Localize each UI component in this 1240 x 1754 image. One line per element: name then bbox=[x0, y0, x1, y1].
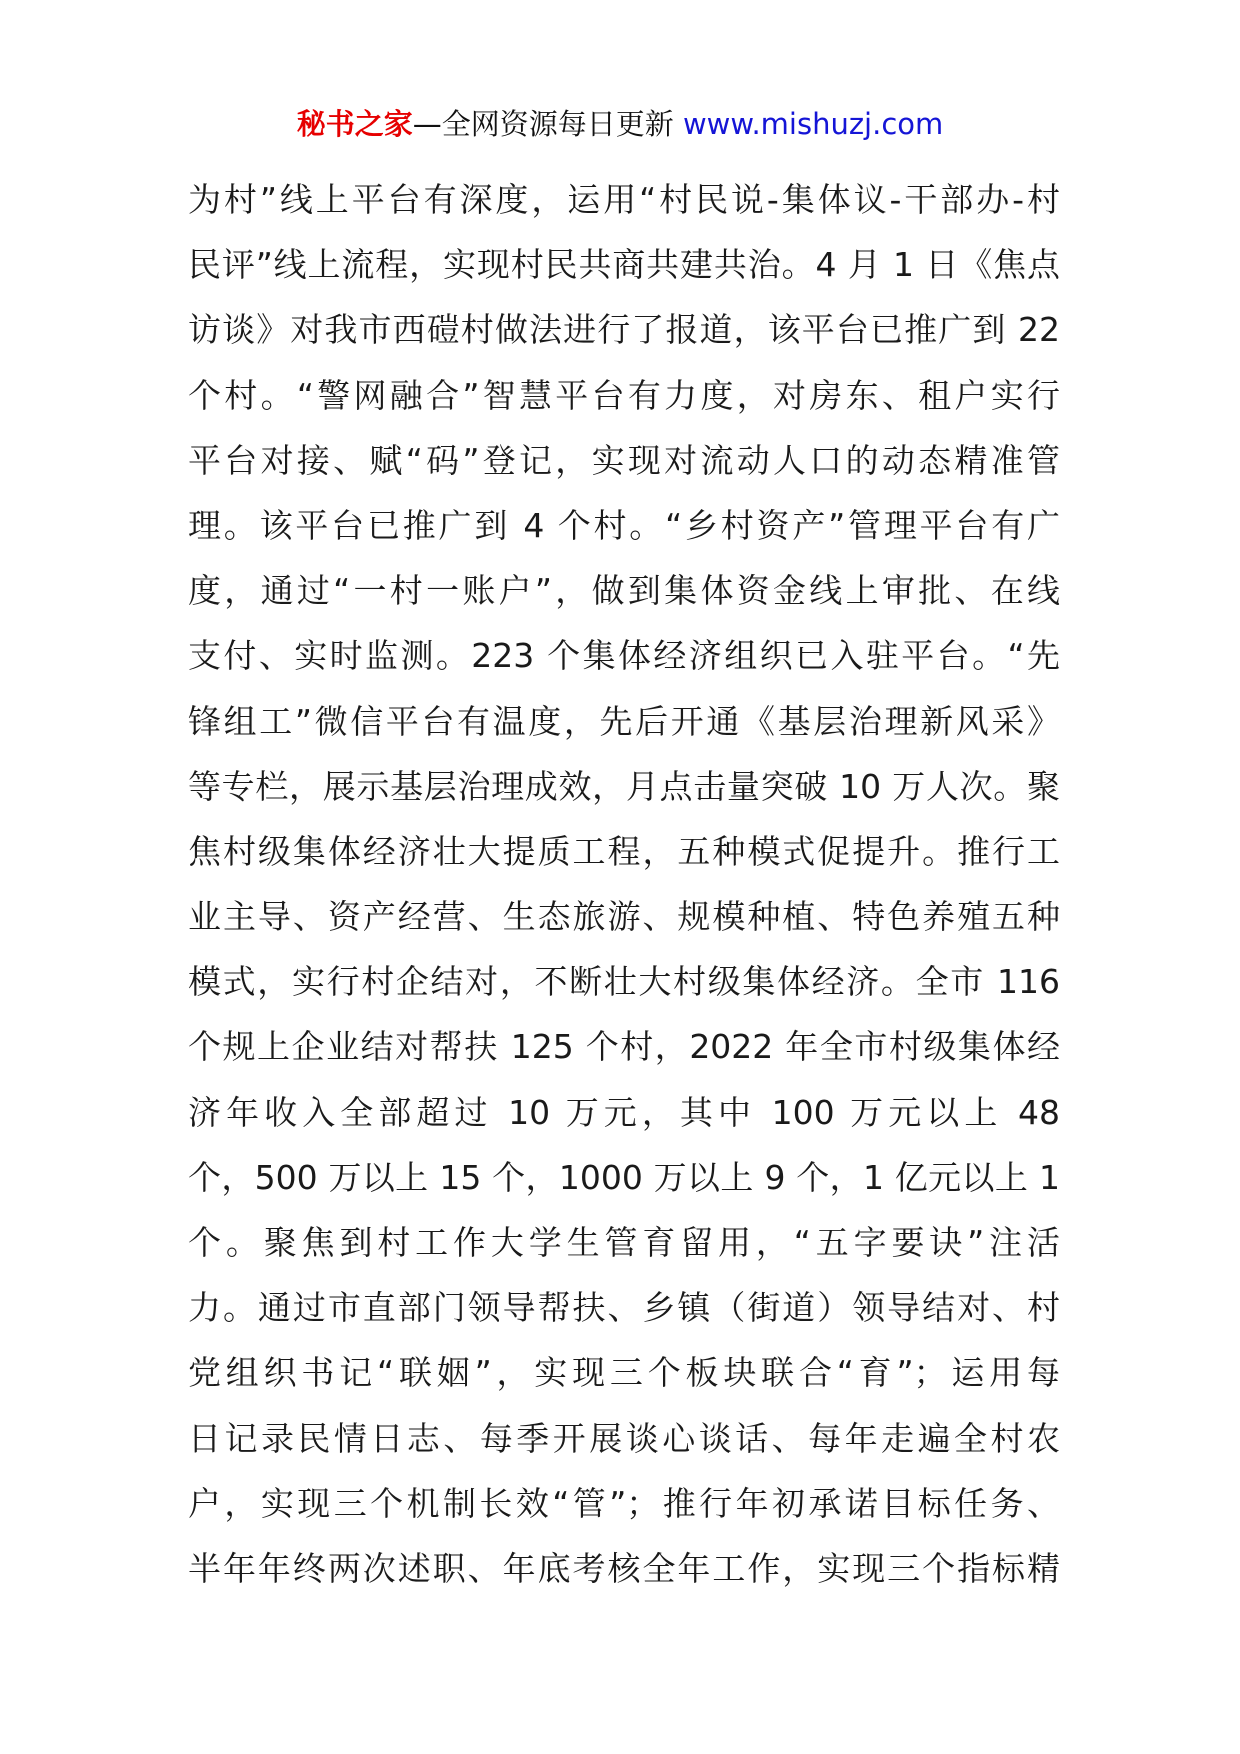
text-line: 焦村级集体经济壮大提质工程，五种模式促提升。推行工 bbox=[188, 831, 1060, 871]
text-line: 济年收入全部超过 10 万元，其中 100 万元以上 48 bbox=[188, 1092, 1060, 1132]
text-line: 锋组工”微信平台有温度，先后开通《基层治理新风采》 bbox=[188, 701, 1060, 741]
text-line: 个村。“警网融合”智慧平台有力度，对房东、租户实行 bbox=[188, 375, 1060, 415]
text-line: 度，通过“一村一账户”，做到集体资金线上审批、在线 bbox=[188, 571, 1060, 611]
text-line: 半年年终两次述职、年底考核全年工作，实现三个指标精 bbox=[188, 1548, 1060, 1588]
text-line: 业主导、资产经营、生态旅游、规模种植、特色养殖五种 bbox=[188, 897, 1060, 937]
text-line: 支付、实时监测。223 个集体经济组织已入驻平台。“先 bbox=[188, 636, 1060, 676]
text-line: 等专栏，展示基层治理成效，月点击量突破 10 万人次。聚 bbox=[188, 766, 1060, 806]
text-line: 理。该平台已推广到 4 个村。“乡村资产”管理平台有广 bbox=[188, 505, 1060, 545]
site-header bbox=[0, 104, 1240, 144]
text-line: 平台对接、赋“码”登记，实现对流动人口的动态精准管 bbox=[188, 440, 1060, 480]
text-line: 民评”线上流程，实现村民共商共建共治。4 月 1 日《焦点 bbox=[188, 245, 1060, 285]
text-line: 个，500 万以上 15 个，1000 万以上 9 个，1 亿元以上 1 bbox=[188, 1157, 1060, 1197]
text-line: 力。通过市直部门领导帮扶、乡镇（街道）领导结对、村 bbox=[188, 1288, 1060, 1328]
text-line: 户，实现三个机制长效“管”；推行年初承诺目标任务、 bbox=[188, 1483, 1060, 1523]
text-line: 个。聚焦到村工作大学生管育留用，“五字要诀”注活 bbox=[188, 1223, 1060, 1262]
header-tagline: —全网资源每日更新 bbox=[412, 107, 674, 141]
text-line: 日记录民情日志、每季开展谈心谈话、每年走遍全村农 bbox=[188, 1418, 1060, 1458]
text-line: 为村”线上平台有深度，运用“村民说-集体议-干部办-村 bbox=[188, 180, 1060, 219]
brand-name: 秘书之家 bbox=[296, 107, 413, 141]
document-body bbox=[188, 167, 1060, 1601]
text-line: 党组织书记“联姻”，实现三个板块联合“育”；运用每 bbox=[188, 1353, 1060, 1393]
site-url-link[interactable]: www.mishuzj.com bbox=[682, 107, 944, 141]
text-line: 模式，实行村企结对，不断壮大村级集体经济。全市 116 bbox=[188, 962, 1060, 1002]
text-line: 访谈》对我市西磑村做法进行了报道，该平台已推广到 22 bbox=[188, 310, 1060, 350]
text-line: 个规上企业结对帮扶 125 个村，2022 年全市村级集体经 bbox=[188, 1027, 1060, 1067]
